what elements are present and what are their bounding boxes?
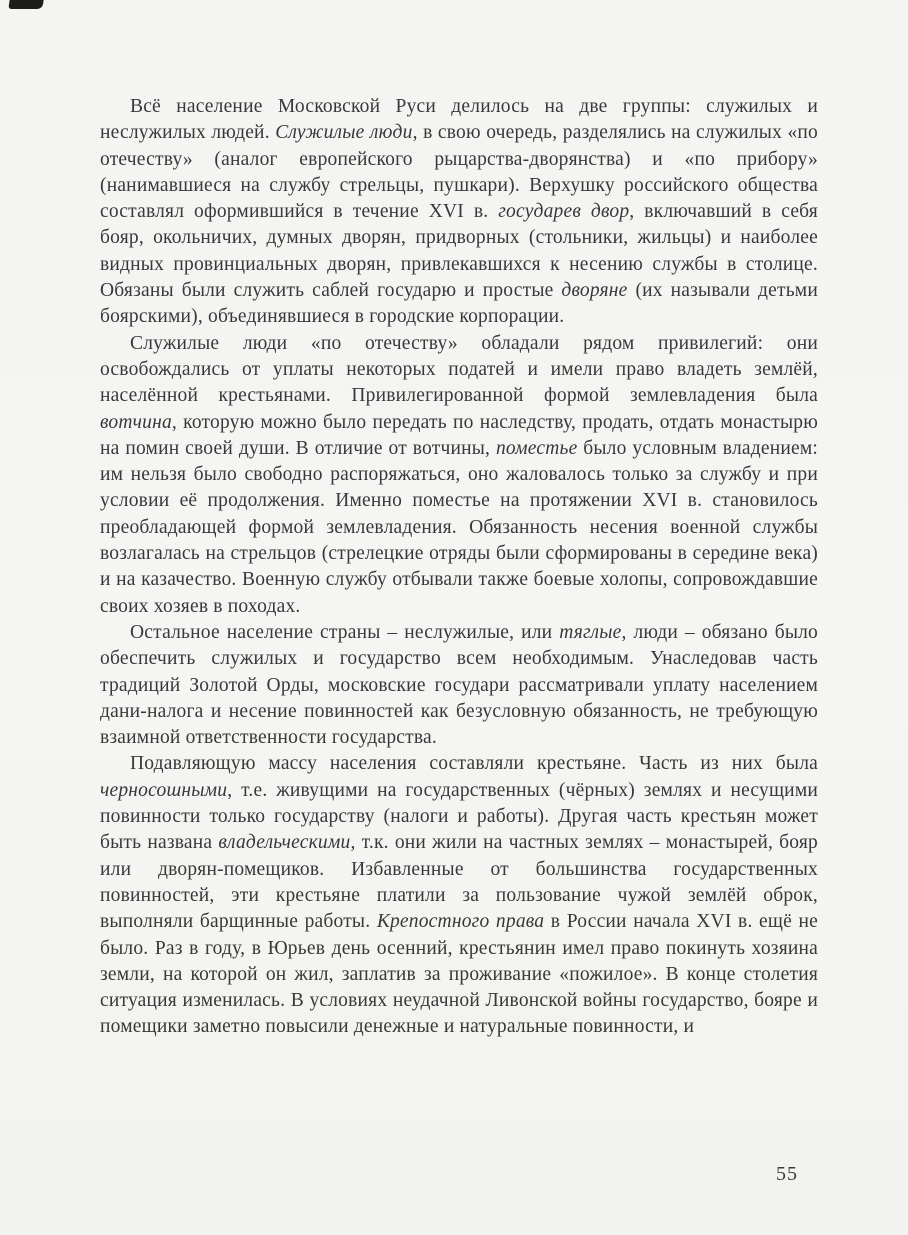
italic-term: Крепостного права	[376, 911, 545, 933]
italic-term: владельческими	[218, 832, 351, 854]
text-run: (их называли детьми боярскими), объединявшиеся в городские корпорации.	[100, 280, 818, 328]
text-run: , включавший в себя бояр, окольничих, думных дворян, придворных (стольники, жильцы) и наиболее видных провинциальных дворян, привлекавшихся к несению службы в столице. Обязаны были служить саблей государю и простые	[100, 201, 818, 302]
italic-term: вотчина	[100, 411, 172, 433]
text-run: Всё население Московской Руси делилось на две группы: служилых и неслужилых людей.	[100, 96, 818, 144]
italic-term: государев двор	[498, 201, 630, 223]
paragraph	[100, 94, 818, 331]
text-run: , которую можно было передать по наследству, продать, отдать монастырю на помин своей души. В отличие от вотчины,	[100, 411, 818, 459]
page-number: 55	[776, 1163, 798, 1185]
text-run: , т.е. живущими на государственных (чёрных) землях и несущими повинности только государству (налоги и работы). Другая часть крестьян может быть названа	[100, 779, 818, 854]
text-block	[100, 94, 818, 1041]
text-run: Подавляющую массу населения составляли крестьяне. Часть из них была	[130, 753, 818, 775]
italic-term: дворяне	[561, 280, 628, 302]
text-run: , люди – обязано было обеспечить служилых и государство всем необходимым. Унаследовав часть традиций Золотой Орды, московские государи рассматривали уплату населением дани-налога и несение повинностей как безусловную обязанность, не требующую взаимной ответственности государства.	[100, 621, 818, 749]
paragraph	[100, 331, 818, 620]
paragraph	[100, 620, 818, 751]
text-run: было условным владением: им нельзя было свободно распоряжаться, оно жаловалось только за службу и при условии её продолжения. Именно поместье на протяжении XVI в. становилось преобладающей формой землевладения. Обязанность несения военной службы возлагалась на стрельцов (стрелецкие отряды были сформированы в середине века) и на казачество. Военную службу отбывали также боевые холопы, сопровождавшие своих хозяев в походах.	[100, 437, 818, 617]
paragraph	[100, 751, 818, 1040]
scan-mark	[8, 0, 43, 9]
italic-term: тяглые	[559, 621, 622, 643]
italic-term: поместье	[495, 437, 578, 459]
italic-term: черносошными	[100, 779, 228, 801]
text-run: , в свою очередь, разделялись на служилых «по отечеству» (аналог европейского рыцарства-дворянства) и «по прибору» (нанимавшиеся на службу стрельцы, пушкари). Верхушку российского общества составлял оформившийся в течение XVI в.	[100, 122, 818, 223]
text-run: Служилые люди «по отечеству» обладали рядом привилегий: они освобождались от уплаты некоторых податей и имели право владеть землёй, населённой крестьянами. Привилегированной формой землевладения была	[100, 332, 818, 407]
text-run: Остальное население страны – неслужилые, или	[130, 621, 560, 643]
italic-term: Служилые люди	[275, 122, 413, 144]
text-run: в России начала XVI в. ещё не было. Раз в году, в Юрьев день осенний, крестьянин имел право покинуть хозяина земли, на которой он жил, заплатив за проживание «пожилое». В конце столетия ситуация изменилась. В условиях неудачной Ливонской войны государство, бояре и помещики заметно повысили денежные и натуральные повинности, и	[100, 911, 818, 1038]
text-run: , т.к. они жили на частных землях – монастырей, бояр или дворян-помещиков. Избавленные от большинства государственных повинностей, эти крестьяне платили за пользование чужой землёй оброк, выполняли барщинные работы.	[100, 832, 819, 933]
